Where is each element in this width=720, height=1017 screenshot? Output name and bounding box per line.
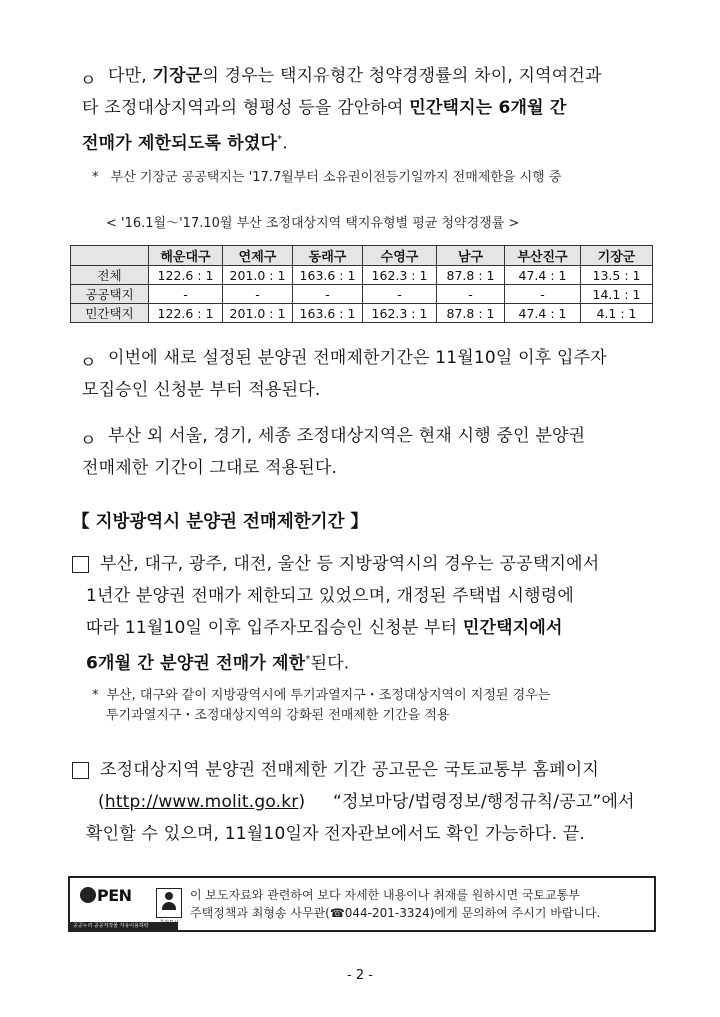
table-cell: 163.6 : 1 — [293, 266, 363, 285]
section-heading: 【 지방광역시 분양권 전매제한기간 】 — [72, 512, 369, 532]
bullet: ㅇ — [80, 353, 97, 373]
contact-text: 이 보도자료와 관련하여 보다 자세한 내용이나 취재를 원하시면 국토교통부 주택정책과 최형송 사무관(☎044-201-3324)에게 문의하여 주시기 바랍니다. — [190, 888, 601, 920]
table-row — [71, 304, 653, 323]
table-cell: - — [505, 285, 581, 304]
table-cell: 4.1 : 1 — [581, 304, 653, 323]
bullet: ㅇ — [80, 71, 97, 91]
table-cell: 87.8 : 1 — [437, 266, 505, 285]
table-cell: 201.0 : 1 — [223, 304, 293, 323]
square-bullet-icon — [72, 556, 89, 573]
table-header-cell: 부산진구 — [505, 246, 581, 266]
table-cell: 162.3 : 1 — [363, 266, 437, 285]
competition-rate-table — [70, 245, 653, 323]
row-label: 민간택지 — [71, 304, 149, 323]
attribution-icon — [156, 888, 182, 918]
table-cell: 14.1 : 1 — [581, 285, 653, 304]
table-cell: - — [363, 285, 437, 304]
table-header-cell: 남구 — [437, 246, 505, 266]
open-license-logo: PEN — [76, 883, 148, 923]
paragraph-gijang: 다만, 기장군의 경우는 택지유형간 청약경쟁률의 차이, 지역여건과 타 조정대상지역과의 형평성 등을 감안하여 민간택지는 6개월 간 전매가 제한되도록 하였다*. — [82, 66, 602, 154]
table-cell: - — [293, 285, 363, 304]
bullet: ㅇ — [80, 431, 97, 451]
table-header-cell: 수영구 — [363, 246, 437, 266]
footnote-metropolitan: * 부산, 대구와 같이 지방광역시에 투기과열지구・조정대상지역이 지정된 경우는 투기과열지구・조정대상지역의 강화된 전매제한 기간을 적용 — [92, 688, 551, 723]
molit-homepage-link[interactable]: http://www.molit.go.kr — [104, 792, 299, 812]
table-cell: - — [149, 285, 223, 304]
paragraph-other-regions: 부산 외 서울, 경기, 세종 조정대상지역은 현재 시행 중인 분양권 전매제한 기간이 그대로 적용된다. — [82, 426, 586, 478]
contact-info-box: PEN 공공누리 공공저작물 자유이용허락 이 보도자료와 관련하여 보다 자세한 내용이나 취재를 원하시면 국토교통부 주택정책과 최형송 사무관(☎044-201-3324)에게 문의하여 주시기 바랍니다. — [68, 876, 656, 932]
page-number: - 2 - — [347, 968, 373, 983]
table-cell: 122.6 : 1 — [149, 266, 223, 285]
table-header-cell: 기장군 — [581, 246, 653, 266]
phone-icon: ☎ — [329, 906, 345, 920]
table-header-cell: 해운대구 — [149, 246, 223, 266]
table-header-cell: 동래구 — [293, 246, 363, 266]
table-cell: 13.5 : 1 — [581, 266, 653, 285]
row-label: 공공택지 — [71, 285, 149, 304]
table-cell: 201.0 : 1 — [223, 266, 293, 285]
table-header-cell: 연제구 — [223, 246, 293, 266]
table-row — [71, 266, 653, 285]
row-label: 전체 — [71, 266, 149, 285]
table-cell: 47.4 : 1 — [505, 266, 581, 285]
table-cell: 162.3 : 1 — [363, 304, 437, 323]
paragraph-application: 이번에 새로 설정된 분양권 전매제한기간은 11월10일 이후 입주자 모집승인 신청분 부터 적용된다. — [82, 348, 607, 400]
table-cell: - — [223, 285, 293, 304]
table-cell: 47.4 : 1 — [505, 304, 581, 323]
table-row — [71, 285, 653, 304]
table-cell: 122.6 : 1 — [149, 304, 223, 323]
table-header-row — [71, 246, 653, 266]
table-cell: 87.8 : 1 — [437, 304, 505, 323]
paragraph-metropolitan: 부산, 대구, 광주, 대전, 울산 등 지방광역시의 경우는 공공택지에서 1년간 분양권 전매가 제한되고 있었으며, 개정된 주택법 시행령에 따라 11월10일 이후 입주자모집승인 신청분 부터 민간택지에서 6개월 간 분양권 전매가 제한*된다. — [86, 554, 600, 674]
square-bullet-icon — [72, 762, 89, 779]
table-caption: < '16.1월～'17.10월 부산 조정대상지역 택지유형별 평균 청약경쟁률 > — [106, 216, 520, 231]
table-cell: - — [437, 285, 505, 304]
table-header-cell — [71, 246, 149, 266]
paragraph-notice: 조정대상지역 분양권 전매제한 기간 공고문은 국토교통부 홈페이지 (http://www.molit.go.kr) “정보마당/법령정보/행정규칙/공고”에서 확인할 수 있으며, 11월10일자 전자관보에서도 확인 가능하다. 끝. — [86, 760, 635, 844]
footnote-gijang: * 부산 기장군 공공택지는 '17.7월부터 소유권이전등기일까지 전매제한을 시행 중 — [92, 170, 562, 185]
table-cell: 163.6 : 1 — [293, 304, 363, 323]
